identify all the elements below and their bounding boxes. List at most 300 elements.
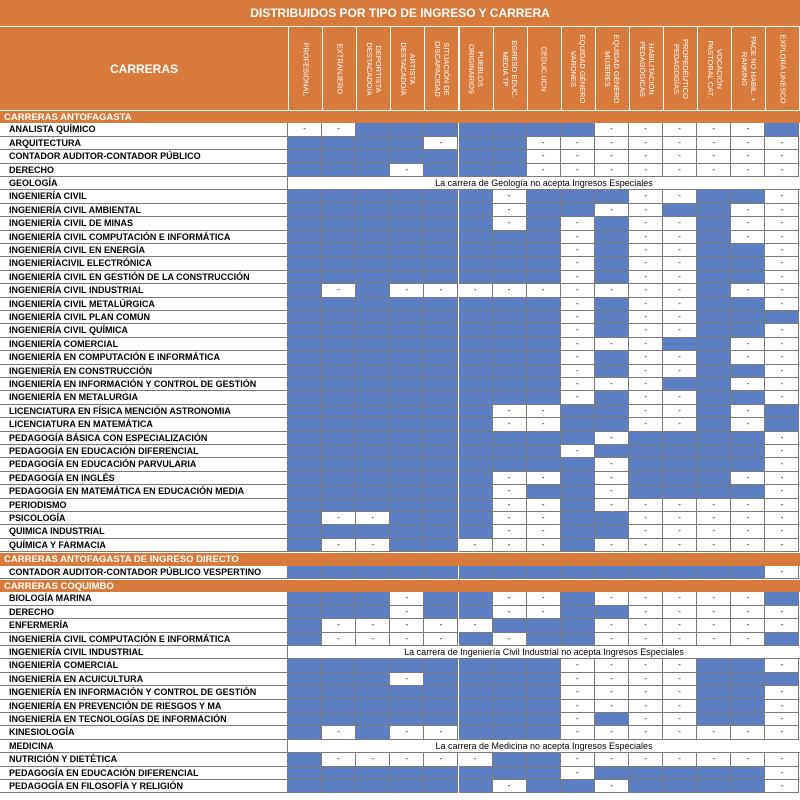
not-allowed-cell: - <box>731 499 765 512</box>
career-name: INGENIERÍA CIVIL EN GESTIÓN DE LA CONSTRUCCIÓN <box>0 271 288 284</box>
allowed-cell <box>527 686 561 699</box>
allowed-cell <box>459 606 493 619</box>
allowed-cell <box>493 231 527 244</box>
career-name: DERECHO <box>0 606 288 619</box>
not-allowed-cell: - <box>629 525 663 538</box>
not-allowed-cell: - <box>629 713 663 726</box>
column-header <box>629 27 663 110</box>
allowed-cell <box>731 271 765 284</box>
allowed-cell <box>595 231 629 244</box>
allowed-cell <box>527 378 561 391</box>
not-allowed-cell: - <box>765 472 799 485</box>
allowed-cell <box>424 391 458 404</box>
allowed-cell <box>424 713 458 726</box>
not-allowed-cell: - <box>731 217 765 230</box>
allowed-cell <box>629 432 663 445</box>
table-row <box>0 244 800 257</box>
table-row <box>0 740 800 753</box>
allowed-cell <box>288 190 322 203</box>
allowed-cell <box>356 780 390 793</box>
allowed-cell <box>288 311 322 324</box>
not-allowed-cell: - <box>356 619 390 632</box>
not-allowed-cell: - <box>493 284 527 297</box>
column-header-label: ARTISTA DESTACADO/A <box>398 41 417 96</box>
allowed-cell <box>390 432 424 445</box>
not-allowed-cell: - <box>663 217 697 230</box>
allowed-cell <box>697 271 731 284</box>
career-name: INGENIERÍA COMERCIAL <box>0 659 288 672</box>
not-allowed-cell: - <box>765 204 799 217</box>
allowed-cell <box>527 391 561 404</box>
career-name: INGENIERÍA CIVIL PLAN COMUN <box>0 311 288 324</box>
allowed-cell <box>493 458 527 471</box>
allowed-cell <box>697 445 731 458</box>
allowed-cell <box>356 190 390 203</box>
allowed-cell <box>493 244 527 257</box>
not-allowed-cell: - <box>697 525 731 538</box>
not-allowed-cell: - <box>697 619 731 632</box>
column-header-label: EGRESO EDUC. MEDIA TP <box>501 39 520 98</box>
not-allowed-cell: - <box>561 686 595 699</box>
allowed-cell <box>459 257 493 270</box>
not-allowed-cell: - <box>765 365 799 378</box>
not-allowed-cell: - <box>390 753 424 766</box>
not-allowed-cell: - <box>629 338 663 351</box>
not-allowed-cell: - <box>493 499 527 512</box>
not-allowed-cell: - <box>493 204 527 217</box>
not-allowed-cell: - <box>561 753 595 766</box>
allowed-cell <box>424 445 458 458</box>
not-allowed-cell: - <box>731 351 765 364</box>
column-header-label: PUEBLOS ORIGINARIOS <box>467 43 486 94</box>
allowed-cell <box>459 271 493 284</box>
allowed-cell <box>527 204 561 217</box>
allowed-cell <box>322 713 356 726</box>
allowed-cell <box>561 499 595 512</box>
not-allowed-cell: - <box>561 324 595 337</box>
allowed-cell <box>459 472 493 485</box>
allowed-cell <box>459 485 493 498</box>
column-header <box>390 27 424 110</box>
career-name: CONTADOR AUDITOR-CONTADOR PÚBLICO <box>0 150 288 163</box>
allowed-cell <box>663 458 697 471</box>
allowed-cell <box>288 566 322 579</box>
allowed-cell <box>459 780 493 793</box>
allowed-cell <box>459 525 493 538</box>
allowed-cell <box>424 539 458 552</box>
allowed-cell <box>322 338 356 351</box>
allowed-cell <box>595 512 629 525</box>
not-allowed-cell: - <box>731 284 765 297</box>
not-allowed-cell: - <box>493 539 527 552</box>
allowed-cell <box>527 324 561 337</box>
not-allowed-cell: - <box>561 351 595 364</box>
table-row <box>0 123 800 136</box>
allowed-cell <box>322 673 356 686</box>
allowed-cell <box>356 257 390 270</box>
column-header-label: PROFESIONAL <box>301 41 311 96</box>
table-row <box>0 713 800 726</box>
allowed-cell <box>288 257 322 270</box>
allowed-cell <box>288 137 322 150</box>
allowed-cell <box>424 499 458 512</box>
not-allowed-cell: - <box>595 485 629 498</box>
allowed-cell <box>765 418 799 431</box>
allowed-cell <box>459 338 493 351</box>
not-allowed-cell: - <box>493 606 527 619</box>
allowed-cell <box>288 298 322 311</box>
table-row <box>0 177 800 190</box>
allowed-cell <box>356 659 390 672</box>
not-allowed-cell: - <box>459 284 493 297</box>
not-allowed-cell: - <box>629 351 663 364</box>
not-allowed-cell: - <box>663 137 697 150</box>
not-allowed-cell: - <box>493 633 527 646</box>
allowed-cell <box>424 525 458 538</box>
allowed-cell <box>527 633 561 646</box>
allowed-cell <box>527 659 561 672</box>
allowed-cell <box>765 311 799 324</box>
career-name: ANALISTA QUÍMICO <box>0 123 288 136</box>
allowed-cell <box>527 244 561 257</box>
not-allowed-cell: - <box>765 525 799 538</box>
allowed-cell <box>663 485 697 498</box>
allowed-cell <box>697 566 731 579</box>
allowed-cell <box>459 123 493 136</box>
allowed-cell <box>629 780 663 793</box>
not-allowed-cell: - <box>561 257 595 270</box>
not-allowed-cell: - <box>629 271 663 284</box>
allowed-cell <box>697 217 731 230</box>
not-allowed-cell: - <box>390 673 424 686</box>
allowed-cell <box>697 190 731 203</box>
allowed-cell <box>731 713 765 726</box>
not-allowed-cell: - <box>595 204 629 217</box>
allowed-cell <box>493 700 527 713</box>
allowed-cell <box>493 123 527 136</box>
allowed-cell <box>493 164 527 177</box>
allowed-cell <box>322 485 356 498</box>
not-allowed-cell: - <box>731 150 765 163</box>
not-allowed-cell: - <box>765 284 799 297</box>
allowed-cell <box>459 311 493 324</box>
allowed-cell <box>424 298 458 311</box>
allowed-cell <box>527 190 561 203</box>
career-name: PEDAGOGÍA EN MATEMÁTICA EN EDUCACIÓN MEDIA <box>0 485 288 498</box>
table-row <box>0 592 800 605</box>
allowed-cell <box>390 378 424 391</box>
allowed-cell <box>561 539 595 552</box>
not-allowed-cell: - <box>697 512 731 525</box>
not-allowed-cell: - <box>595 780 629 793</box>
not-allowed-cell: - <box>322 539 356 552</box>
table-row <box>0 539 800 552</box>
allowed-cell <box>527 338 561 351</box>
allowed-cell <box>459 150 493 163</box>
allowed-cell <box>493 753 527 766</box>
column-header <box>595 27 629 110</box>
not-allowed-cell: - <box>663 284 697 297</box>
not-allowed-cell: - <box>629 324 663 337</box>
career-name: PEDAGOGÍA BÁSICA CON ESPECIALIZACIÓN <box>0 432 288 445</box>
allowed-cell <box>595 257 629 270</box>
allowed-cell <box>493 445 527 458</box>
allowed-cell <box>527 365 561 378</box>
allowed-cell <box>288 445 322 458</box>
allowed-cell <box>459 673 493 686</box>
allowed-cell <box>765 405 799 418</box>
allowed-cell <box>561 405 595 418</box>
not-allowed-cell: - <box>629 231 663 244</box>
not-allowed-cell: - <box>595 284 629 297</box>
not-allowed-cell: - <box>731 137 765 150</box>
not-allowed-cell: - <box>765 298 799 311</box>
career-name: INGENIERÍA EN COMPUTACIÓN E INFORMÁTICA <box>0 351 288 364</box>
allowed-cell <box>356 700 390 713</box>
column-header-label: SITUACIÓN DE DISCAPACIDAD <box>432 40 451 97</box>
allowed-cell <box>288 391 322 404</box>
allowed-cell <box>424 767 458 780</box>
not-allowed-cell: - <box>697 726 731 739</box>
allowed-cell <box>663 767 697 780</box>
not-allowed-cell: - <box>595 659 629 672</box>
allowed-cell <box>424 123 458 136</box>
not-allowed-cell: - <box>459 619 493 632</box>
career-name: INGENIERÍA CIVIL COMPUTACIÓN E INFORMÁTICA <box>0 633 288 646</box>
table-row <box>0 673 800 686</box>
allowed-cell <box>459 726 493 739</box>
not-allowed-cell: - <box>390 633 424 646</box>
allowed-cell <box>629 472 663 485</box>
allowed-cell <box>765 673 799 686</box>
not-allowed-cell: - <box>595 432 629 445</box>
allowed-cell <box>697 324 731 337</box>
column-header-label: EXTRANJERO <box>335 43 345 94</box>
career-name: INGENIERÍA EN INFORMACIÓN Y CONTROL DE GESTIÓN <box>0 686 288 699</box>
not-allowed-cell: - <box>731 418 765 431</box>
not-allowed-cell: - <box>527 472 561 485</box>
allowed-cell <box>424 257 458 270</box>
allowed-cell <box>356 391 390 404</box>
column-header-label: DEPORTISTA DESTACADO/A <box>364 41 383 96</box>
table-row <box>0 726 800 739</box>
allowed-cell <box>731 365 765 378</box>
not-allowed-cell: - <box>561 231 595 244</box>
table-row <box>0 378 800 391</box>
not-allowed-cell: - <box>322 633 356 646</box>
not-allowed-cell: - <box>527 284 561 297</box>
no-admission-note: La carrera de Medicina no acepta Ingresos Especiales <box>288 740 800 753</box>
allowed-cell <box>322 418 356 431</box>
not-allowed-cell: - <box>765 271 799 284</box>
table-row <box>0 512 800 525</box>
allowed-cell <box>390 190 424 203</box>
not-allowed-cell: - <box>561 298 595 311</box>
allowed-cell <box>697 405 731 418</box>
allowed-cell <box>595 391 629 404</box>
allowed-cell <box>697 311 731 324</box>
allowed-cell <box>424 405 458 418</box>
not-allowed-cell: - <box>629 405 663 418</box>
not-allowed-cell: - <box>493 190 527 203</box>
not-allowed-cell: - <box>663 512 697 525</box>
allowed-cell <box>493 137 527 150</box>
not-allowed-cell: - <box>493 525 527 538</box>
not-allowed-cell: - <box>493 217 527 230</box>
table-row <box>0 485 800 498</box>
career-name: PEDAGOGÍA EN EDUCACIÓN PARVULARIA <box>0 458 288 471</box>
column-header-label: EXPLORA UNESCO <box>778 33 788 104</box>
not-allowed-cell: - <box>595 686 629 699</box>
not-allowed-cell: - <box>697 164 731 177</box>
allowed-cell <box>459 659 493 672</box>
not-allowed-cell: - <box>527 137 561 150</box>
allowed-cell <box>629 445 663 458</box>
allowed-cell <box>322 257 356 270</box>
not-allowed-cell: - <box>765 767 799 780</box>
allowed-cell <box>731 311 765 324</box>
allowed-cell <box>697 686 731 699</box>
not-allowed-cell: - <box>629 726 663 739</box>
not-allowed-cell: - <box>561 726 595 739</box>
not-allowed-cell: - <box>765 432 799 445</box>
not-allowed-cell: - <box>561 137 595 150</box>
not-allowed-cell: - <box>424 633 458 646</box>
allowed-cell <box>561 633 595 646</box>
career-name: QUÍMICA Y FARMACIA <box>0 539 288 552</box>
allowed-cell <box>459 231 493 244</box>
allowed-cell <box>663 445 697 458</box>
table-row <box>0 351 800 364</box>
table-row <box>0 619 800 632</box>
not-allowed-cell: - <box>629 499 663 512</box>
allowed-cell <box>561 432 595 445</box>
allowed-cell <box>288 686 322 699</box>
not-allowed-cell: - <box>629 298 663 311</box>
allowed-cell <box>322 686 356 699</box>
allowed-cell <box>595 606 629 619</box>
allowed-cell <box>288 432 322 445</box>
not-allowed-cell: - <box>731 338 765 351</box>
not-allowed-cell: - <box>765 351 799 364</box>
career-name: INGENIERÍA CIVIL INDUSTRIAL <box>0 646 288 659</box>
allowed-cell <box>288 324 322 337</box>
allowed-cell <box>697 204 731 217</box>
allowed-cell <box>322 592 356 605</box>
allowed-cell <box>288 767 322 780</box>
allowed-cell <box>356 458 390 471</box>
allowed-cell <box>697 485 731 498</box>
career-name: INGENIERÍA EN ACUICULTURA <box>0 673 288 686</box>
allowed-cell <box>356 472 390 485</box>
allowed-cell <box>390 217 424 230</box>
not-allowed-cell: - <box>629 204 663 217</box>
not-allowed-cell: - <box>527 539 561 552</box>
table-row <box>0 780 800 793</box>
not-allowed-cell: - <box>424 753 458 766</box>
allowed-cell <box>731 566 765 579</box>
allowed-cell <box>527 726 561 739</box>
not-allowed-cell: - <box>322 753 356 766</box>
table-row <box>0 432 800 445</box>
allowed-cell <box>322 606 356 619</box>
table-row <box>0 324 800 337</box>
allowed-cell <box>322 271 356 284</box>
allowed-cell <box>424 432 458 445</box>
allowed-cell <box>390 244 424 257</box>
allowed-cell <box>527 485 561 498</box>
allowed-cell <box>595 713 629 726</box>
allowed-cell <box>527 351 561 364</box>
not-allowed-cell: - <box>424 137 458 150</box>
allowed-cell <box>424 338 458 351</box>
allowed-cell <box>424 351 458 364</box>
not-allowed-cell: - <box>663 686 697 699</box>
not-allowed-cell: - <box>322 284 356 297</box>
not-allowed-cell: - <box>629 659 663 672</box>
not-allowed-cell: - <box>561 271 595 284</box>
allowed-cell <box>493 391 527 404</box>
not-allowed-cell: - <box>697 499 731 512</box>
not-allowed-cell: - <box>595 700 629 713</box>
allowed-cell <box>356 418 390 431</box>
table-row <box>0 445 800 458</box>
allowed-cell <box>356 592 390 605</box>
allowed-cell <box>459 351 493 364</box>
allowed-cell <box>459 499 493 512</box>
allowed-cell <box>390 150 424 163</box>
allowed-cell <box>356 204 390 217</box>
allowed-cell <box>288 619 322 632</box>
allowed-cell <box>493 365 527 378</box>
career-name: INGENIERÍA CIVIL COMPUTACIÓN E INFORMÁTICA <box>0 231 288 244</box>
allowed-cell <box>390 123 424 136</box>
allowed-cell <box>424 190 458 203</box>
not-allowed-cell: - <box>765 391 799 404</box>
allowed-cell <box>390 659 424 672</box>
allowed-cell <box>697 713 731 726</box>
allowed-cell <box>595 244 629 257</box>
allowed-cell <box>561 485 595 498</box>
career-name: INGENIERÍA EN PREVENCIÓN DE RIESGOS Y MA <box>0 700 288 713</box>
not-allowed-cell: - <box>595 472 629 485</box>
allowed-cell <box>356 499 390 512</box>
not-allowed-cell: - <box>493 472 527 485</box>
section-header: CARRERAS ANTOFAGASTA <box>0 110 800 123</box>
allowed-cell <box>493 271 527 284</box>
allowed-cell <box>322 405 356 418</box>
allowed-cell <box>459 445 493 458</box>
career-name: INGENIERÍA COMERCIAL <box>0 338 288 351</box>
allowed-cell <box>459 164 493 177</box>
allowed-cell <box>322 391 356 404</box>
allowed-cell <box>527 231 561 244</box>
column-header-label: EQUIDAD GÉNERO VARONES <box>569 34 588 103</box>
career-name: LICENCIATURA EN FÍSICA MENCIÓN ASTRONOMIA <box>0 405 288 418</box>
allowed-cell <box>424 231 458 244</box>
not-allowed-cell: - <box>527 164 561 177</box>
allowed-cell <box>390 271 424 284</box>
allowed-cell <box>493 150 527 163</box>
column-header-label: CEDUC.UCN <box>539 46 549 91</box>
column-header <box>697 27 731 110</box>
allowed-cell <box>493 298 527 311</box>
not-allowed-cell: - <box>390 726 424 739</box>
allowed-cell <box>663 338 697 351</box>
allowed-cell <box>356 713 390 726</box>
column-header-label: PROPEDÉUTICO PEDAGOGÍAS <box>671 38 690 99</box>
not-allowed-cell: - <box>663 150 697 163</box>
